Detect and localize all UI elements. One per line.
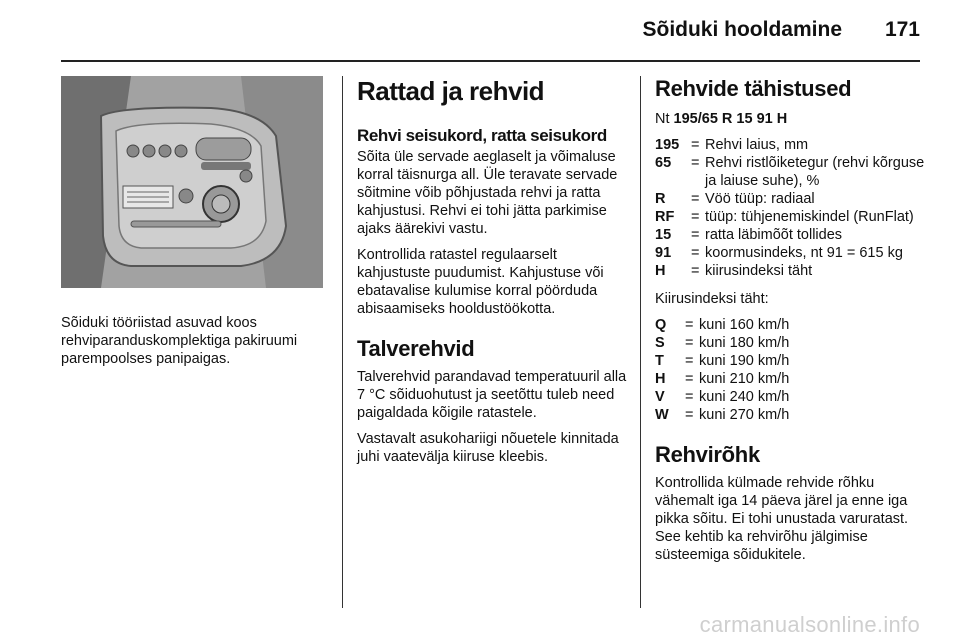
definition-row xyxy=(655,226,925,244)
watermark: carmanualsonline.info xyxy=(699,612,920,637)
speed-index-intro: Kiirusindeksi täht: xyxy=(655,291,769,307)
tool-storage-photo xyxy=(61,76,323,288)
speed-row xyxy=(655,316,925,334)
speed-row xyxy=(655,370,925,388)
speed-equals: = xyxy=(685,335,694,351)
photo-caption: Sõiduki tööriistad asuvad koos rehviparanduskomplektiga pakiruumi parempoolses panipaigas. xyxy=(61,315,298,367)
winter-tyres-paragraph-2: Vastavalt asukohariigi nõuetele kinnitada juhi vaatevälja kiiruse kleebis. xyxy=(357,431,619,465)
speed-value: kuni 160 km/h xyxy=(699,317,790,333)
middle-column xyxy=(357,76,627,474)
speed-key: H xyxy=(655,371,666,387)
speed-key: T xyxy=(655,353,664,369)
speed-value: kuni 210 km/h xyxy=(699,371,790,387)
definition-value: Rehvi laius, mm xyxy=(705,137,809,153)
definition-row xyxy=(655,262,925,280)
column-divider-left xyxy=(342,76,343,608)
definition-value: tüüp: tühjenemiskindel (RunFlat) xyxy=(705,209,914,225)
winter-tyres-paragraph-1: Talverehvid parandavad temperatuuril alla 7 °C sõiduohutust ja seetõttu tuleb need paigaldada kõigile ratastele. xyxy=(357,369,627,421)
definition-value: Rehvi ristlõiketegur (rehvi kõrguse ja laiuse suhe), % xyxy=(705,155,925,189)
speed-value: kuni 190 km/h xyxy=(699,353,790,369)
tyre-designations-title: Rehvide tähistused xyxy=(655,76,852,101)
definition-key: R xyxy=(655,191,666,207)
definition-equals: = xyxy=(691,209,700,225)
tyre-condition-paragraph-2: Kontrollida ratastel regulaarselt kahjustuste puudumist. Kahjustuse või ebatavalise kulumise korral pöörduda abisaamiseks hooldustöökotta. xyxy=(357,247,604,317)
definition-row xyxy=(655,208,925,226)
definition-row xyxy=(655,154,925,190)
speed-row xyxy=(655,352,925,370)
definition-equals: = xyxy=(691,137,700,153)
definition-key: H xyxy=(655,263,666,279)
speed-equals: = xyxy=(685,389,694,405)
tool-storage-illustration xyxy=(61,76,323,288)
designation-list xyxy=(655,136,925,280)
definition-equals: = xyxy=(691,245,700,261)
example-code: 195/65 R 15 91 H xyxy=(673,111,788,127)
definition-row xyxy=(655,190,925,208)
right-column xyxy=(655,76,925,572)
designation-example xyxy=(655,110,925,128)
speed-equals: = xyxy=(685,317,694,333)
definition-value: kiirusindeksi täht xyxy=(705,263,813,279)
definition-key: 195 xyxy=(655,137,680,153)
header-title: Sõiduki hooldamine xyxy=(642,18,842,41)
speed-value: kuni 240 km/h xyxy=(699,389,790,405)
speed-key: W xyxy=(655,407,669,423)
definition-key: 65 xyxy=(655,155,672,171)
tyre-pressure-title: Rehvirõhk xyxy=(655,442,760,467)
speed-key: V xyxy=(655,389,665,405)
definition-equals: = xyxy=(691,155,700,171)
speed-key: Q xyxy=(655,317,667,333)
speed-value: kuni 180 km/h xyxy=(699,335,790,351)
definition-key: RF xyxy=(655,209,675,225)
page-number: 171 xyxy=(884,18,920,41)
definition-value: koormusindeks, nt 91 = 615 kg xyxy=(705,245,903,261)
speed-equals: = xyxy=(685,371,694,387)
definition-value: Vöö tüüp: radiaal xyxy=(705,191,815,207)
definition-row xyxy=(655,244,925,262)
left-column xyxy=(61,76,329,368)
speed-row xyxy=(655,388,925,406)
header-divider xyxy=(61,60,920,62)
definition-key: 15 xyxy=(655,227,672,243)
tyre-condition-subtitle: Rehvi seisukord, ratta seisukord xyxy=(357,126,607,145)
definition-equals: = xyxy=(691,191,700,207)
speed-key: S xyxy=(655,335,665,351)
column-divider-right xyxy=(640,76,641,608)
wheels-tyres-title: Rattad ja rehvid xyxy=(357,76,545,106)
speed-row xyxy=(655,406,925,424)
tyre-condition-paragraph-1: Sõita üle servade aeglaselt ja võimaluse korral täisnurga all. Üle teravate servade sõitmine võib põhjustada rehvi ja ratta kahjustusi. Rehvi ei tohi jätta parkimise ajaks äärekivi vastu. xyxy=(357,149,618,237)
example-prefix: Nt xyxy=(655,111,670,127)
speed-equals: = xyxy=(685,353,694,369)
definition-equals: = xyxy=(691,263,700,279)
speed-row xyxy=(655,334,925,352)
definition-key: 91 xyxy=(655,245,672,261)
page-header xyxy=(0,0,960,60)
speed-equals: = xyxy=(685,407,694,423)
winter-tyres-title: Talverehvid xyxy=(357,336,475,361)
speed-index-list xyxy=(655,316,925,424)
tyre-pressure-paragraph: Kontrollida külmade rehvide rõhku vähemalt iga 14 päeva järel ja enne iga pikka sõitu. Ei tohi unustada varuratast. See kehtib ka rehvirõhu jälgimise süsteemiga sõidukitele. xyxy=(655,475,909,563)
definition-equals: = xyxy=(691,227,700,243)
definition-value: ratta läbimõõt tollides xyxy=(705,227,843,243)
speed-value: kuni 270 km/h xyxy=(699,407,790,423)
definition-row xyxy=(655,136,925,154)
